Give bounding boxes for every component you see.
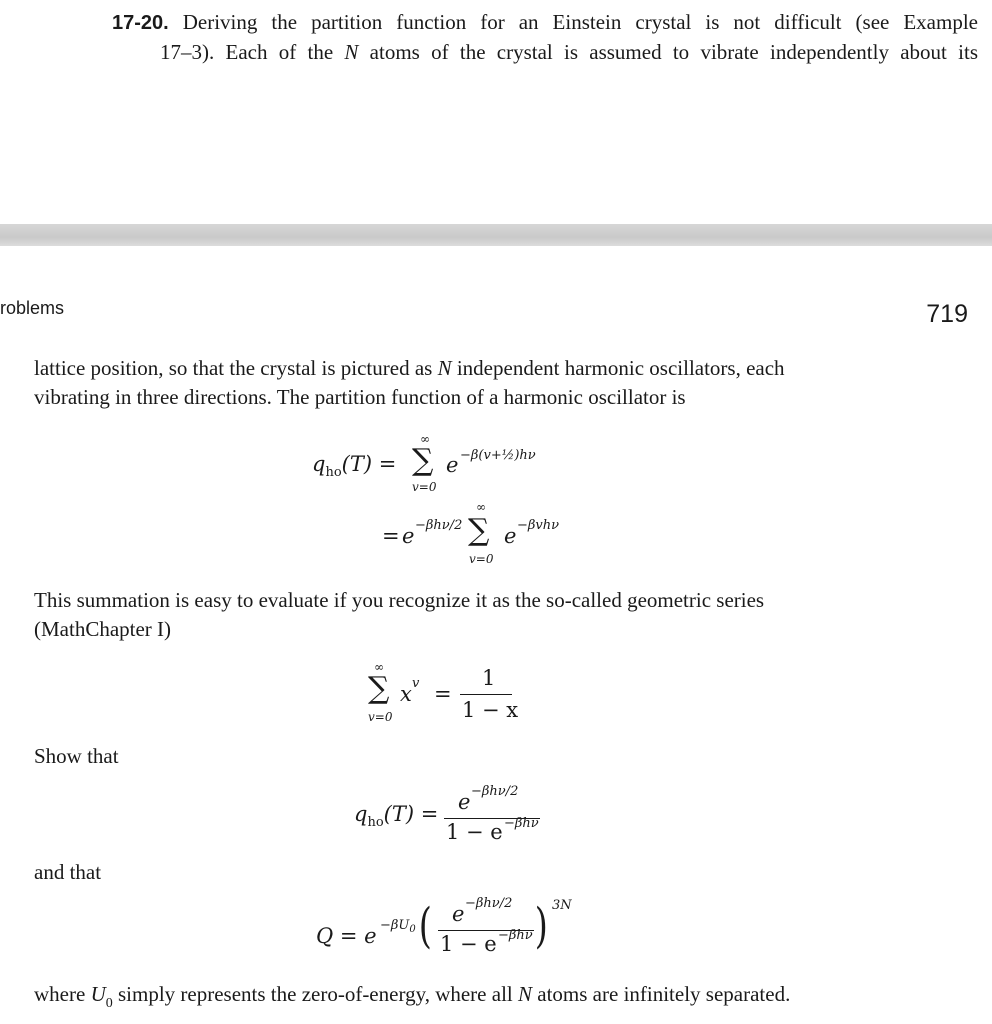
paragraph-show-that: Show that: [34, 744, 119, 768]
equation-geometric-series: ∞ ∑ v=0 x v = 1 1 − x: [368, 660, 519, 724]
paragraph-where-U0: where $U_0$ simply represents the zero-of-energy, where all N atoms are infinitely separated.: [34, 982, 791, 1011]
paragraph-summation: This summation is easy to evaluate if you recognize it as the so-called geometric series (MathChapter I): [34, 588, 765, 641]
paragraph-lattice: lattice position, so that the crystal is pictured as N independent harmonic oscillators, each vibrating in three directions. The partition function of a harmonic oscillator is: [34, 356, 785, 409]
equation-qho-factored: = e −βhν/2 ∞ ∑ v=0 e −βvhν: [382, 500, 560, 566]
page-divider: [0, 224, 992, 246]
problem-number: 17-20.: [112, 12, 169, 34]
summation-sign: ∑: [468, 513, 490, 548]
problem-line-1: 17-20. Deriving the partition function for an Einstein crystal is not difficult (see Example: [112, 10, 978, 34]
paragraph-and-that: and that: [34, 860, 102, 884]
running-head: roblems: [0, 298, 65, 318]
equation-Q-result: Q = e $-\beta U_0$ ( e −βhν/2 1 − e −βhν ) 3N: [316, 896, 572, 956]
equation-qho-result: $q_{ho}(T)$ = e −βhν/2 1 − e −βhν: [354, 784, 539, 844]
summation-sign: ∑: [368, 671, 390, 706]
problem-statement-top: [112, 8, 978, 67]
left-parenthesis: (: [418, 898, 432, 954]
page-number: 719: [926, 300, 968, 328]
problem-line-2: 17–3). Each of the N atoms of the crystal is assumed to vibrate independently about its: [160, 40, 978, 64]
fraction-bar: [460, 694, 512, 695]
equation-qho-sum: $q_{ho}(T)$ = ∞ ∑ v=0 e −β(v+½)hν: [312, 432, 536, 494]
right-parenthesis: ): [534, 898, 548, 954]
summation-sign: ∑: [412, 443, 434, 478]
